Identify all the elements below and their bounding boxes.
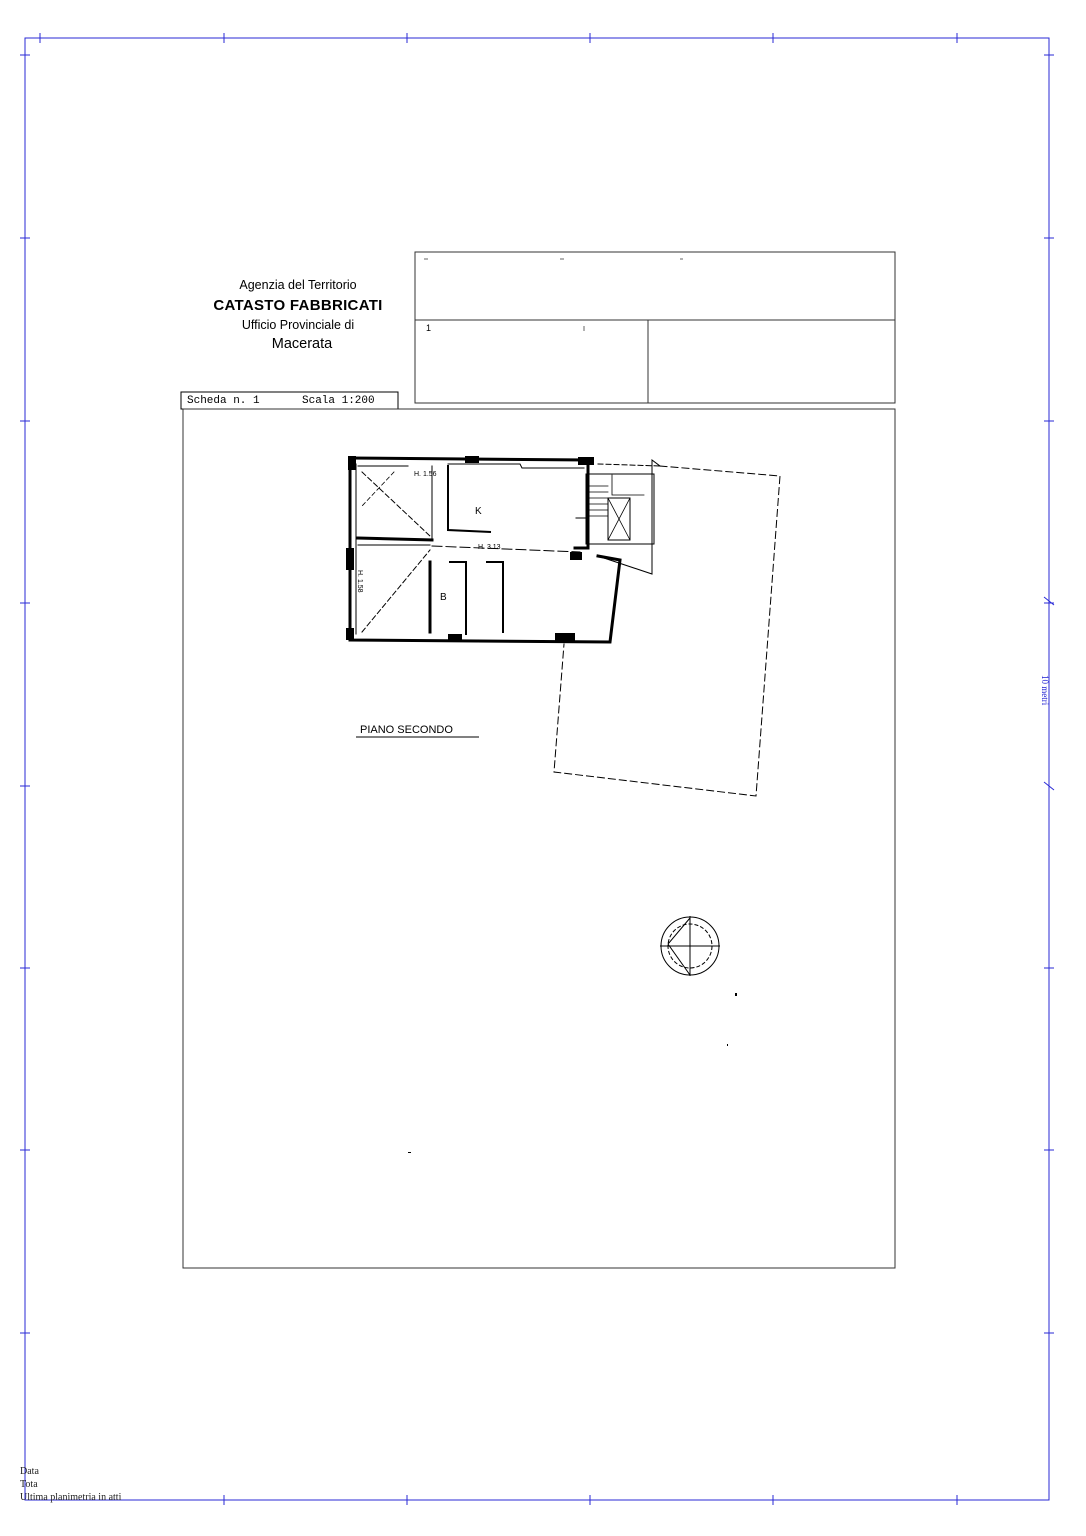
footer-line-2: Tota	[20, 1479, 38, 1490]
scale-ratio: Scala 1:200	[302, 395, 375, 407]
floor-plan	[346, 456, 780, 796]
agency-title: Agenzia del Territorio	[239, 278, 357, 292]
box-number: 1	[426, 323, 432, 333]
city-label: Macerata	[271, 336, 333, 352]
height-left-label: H. 1.58	[356, 570, 363, 593]
footer	[20, 1465, 121, 1504]
height-top-label: H. 1.56	[414, 471, 437, 478]
room-b-label: B	[440, 592, 447, 603]
north-arrow-icon	[660, 916, 720, 976]
ufficio-label: Ufficio Provinciale di	[241, 318, 355, 332]
room-k-label: K	[475, 506, 482, 517]
scale-bar-label: 10 metri	[1040, 675, 1050, 706]
floor-label: PIANO SECONDO	[360, 724, 453, 736]
frame-ticks	[20, 33, 1054, 1505]
scan-specks	[408, 993, 737, 1153]
height-mid-label: H. 3.13	[478, 544, 501, 551]
footer-line-1: Data	[20, 1466, 39, 1477]
drawing-area	[183, 409, 895, 1268]
catasto-title: CATASTO FABBRICATI	[213, 297, 383, 314]
info-box	[415, 252, 895, 403]
scheda-number: Scheda n. 1	[187, 395, 260, 407]
footer-line-3: Ultima planimetria in atti	[20, 1492, 122, 1503]
